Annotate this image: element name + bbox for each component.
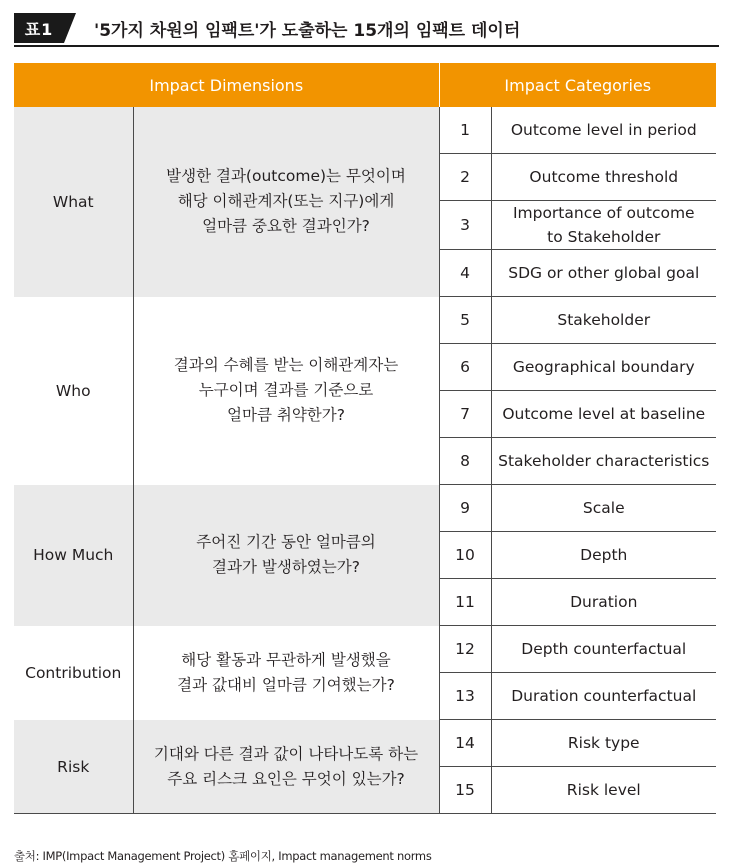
category-label: Risk level (491, 767, 716, 814)
title-underline (14, 45, 719, 47)
dimension-cell: How Much (14, 485, 133, 626)
question-line: 누구이며 결과를 기준으로 (198, 381, 374, 399)
table-row (14, 107, 716, 154)
question-line: 해당 활동과 무관하게 발생했을 (181, 650, 391, 669)
question-line: 결과가 발생하였는가? (212, 558, 360, 576)
dimension-cell: What (14, 107, 133, 297)
category-number: 12 (439, 626, 491, 673)
question-line: 결과의 수혜를 받는 이해관계자는 (173, 356, 399, 374)
category-number: 14 (439, 720, 491, 767)
dimension-cell: Contribution (14, 626, 133, 720)
table-row (14, 485, 716, 532)
badge-tail (64, 13, 76, 43)
question-line: 주요 리스크 요인은 무엇이 있는가? (167, 769, 405, 788)
category-label: Duration (491, 579, 716, 626)
question-line: 주어진 기간 동안 얼마큼의 (196, 533, 376, 551)
question-cell (133, 297, 439, 485)
category-label: Outcome level at baseline (491, 391, 716, 438)
source-note: 출처: IMP(Impact Management Project) 홈페이지, Impact management norms (14, 849, 432, 863)
question-cell (133, 485, 439, 626)
category-label: Outcome level in period (491, 107, 716, 154)
category-number: 1 (439, 107, 491, 154)
category-label: Outcome threshold (491, 154, 716, 201)
category-number: 5 (439, 297, 491, 344)
category-number: 8 (439, 438, 491, 485)
question-cell (133, 720, 439, 814)
category-number: 7 (439, 391, 491, 438)
dimension-cell: Who (14, 297, 133, 485)
category-label: Duration counterfactual (491, 673, 716, 720)
category-label: Depth counterfactual (491, 626, 716, 673)
category-label: Stakeholder (491, 297, 716, 344)
table-badge: 표1 (14, 13, 64, 43)
question-line: 얼마큼 중요한 결과인가? (202, 217, 370, 235)
category-label: Importance of outcome to Stakeholder (491, 201, 716, 250)
table-row (14, 720, 716, 767)
category-number: 4 (439, 250, 491, 297)
category-label: Depth (491, 532, 716, 579)
header-impact-dimensions: Impact Dimensions (14, 63, 439, 107)
table-row (14, 297, 716, 344)
category-number: 9 (439, 485, 491, 532)
header-impact-categories: Impact Categories (439, 63, 716, 107)
dimension-cell: Risk (14, 720, 133, 814)
category-number: 10 (439, 532, 491, 579)
category-number: 15 (439, 767, 491, 814)
question-line: 기대와 다른 결과 값이 나타나도록 하는 (153, 744, 419, 763)
category-number: 11 (439, 579, 491, 626)
question-line: 결과 값대비 얼마큼 기여했는가? (177, 675, 395, 694)
question-line: 발생한 결과(outcome)는 무엇이며 (166, 167, 406, 185)
question-cell (133, 107, 439, 297)
category-number: 2 (439, 154, 491, 201)
category-label: Geographical boundary (491, 344, 716, 391)
category-label: Risk type (491, 720, 716, 767)
impact-table (14, 63, 716, 814)
category-label: Scale (491, 485, 716, 532)
category-number: 6 (439, 344, 491, 391)
question-line: 얼마큼 취약한가? (227, 406, 345, 424)
table-body (14, 107, 716, 814)
question-cell (133, 626, 439, 720)
table-title: '5가지 차원의 임팩트'가 도출하는 15개의 임팩트 데이터 (94, 21, 521, 41)
category-label: SDG or other global goal (491, 250, 716, 297)
category-label: Stakeholder characteristics (491, 438, 716, 485)
question-line: 해당 이해관계자(또는 지구)에게 (177, 192, 395, 210)
table-row (14, 626, 716, 673)
category-number: 3 (439, 201, 491, 250)
table-title-row (14, 13, 719, 45)
category-number: 13 (439, 673, 491, 720)
